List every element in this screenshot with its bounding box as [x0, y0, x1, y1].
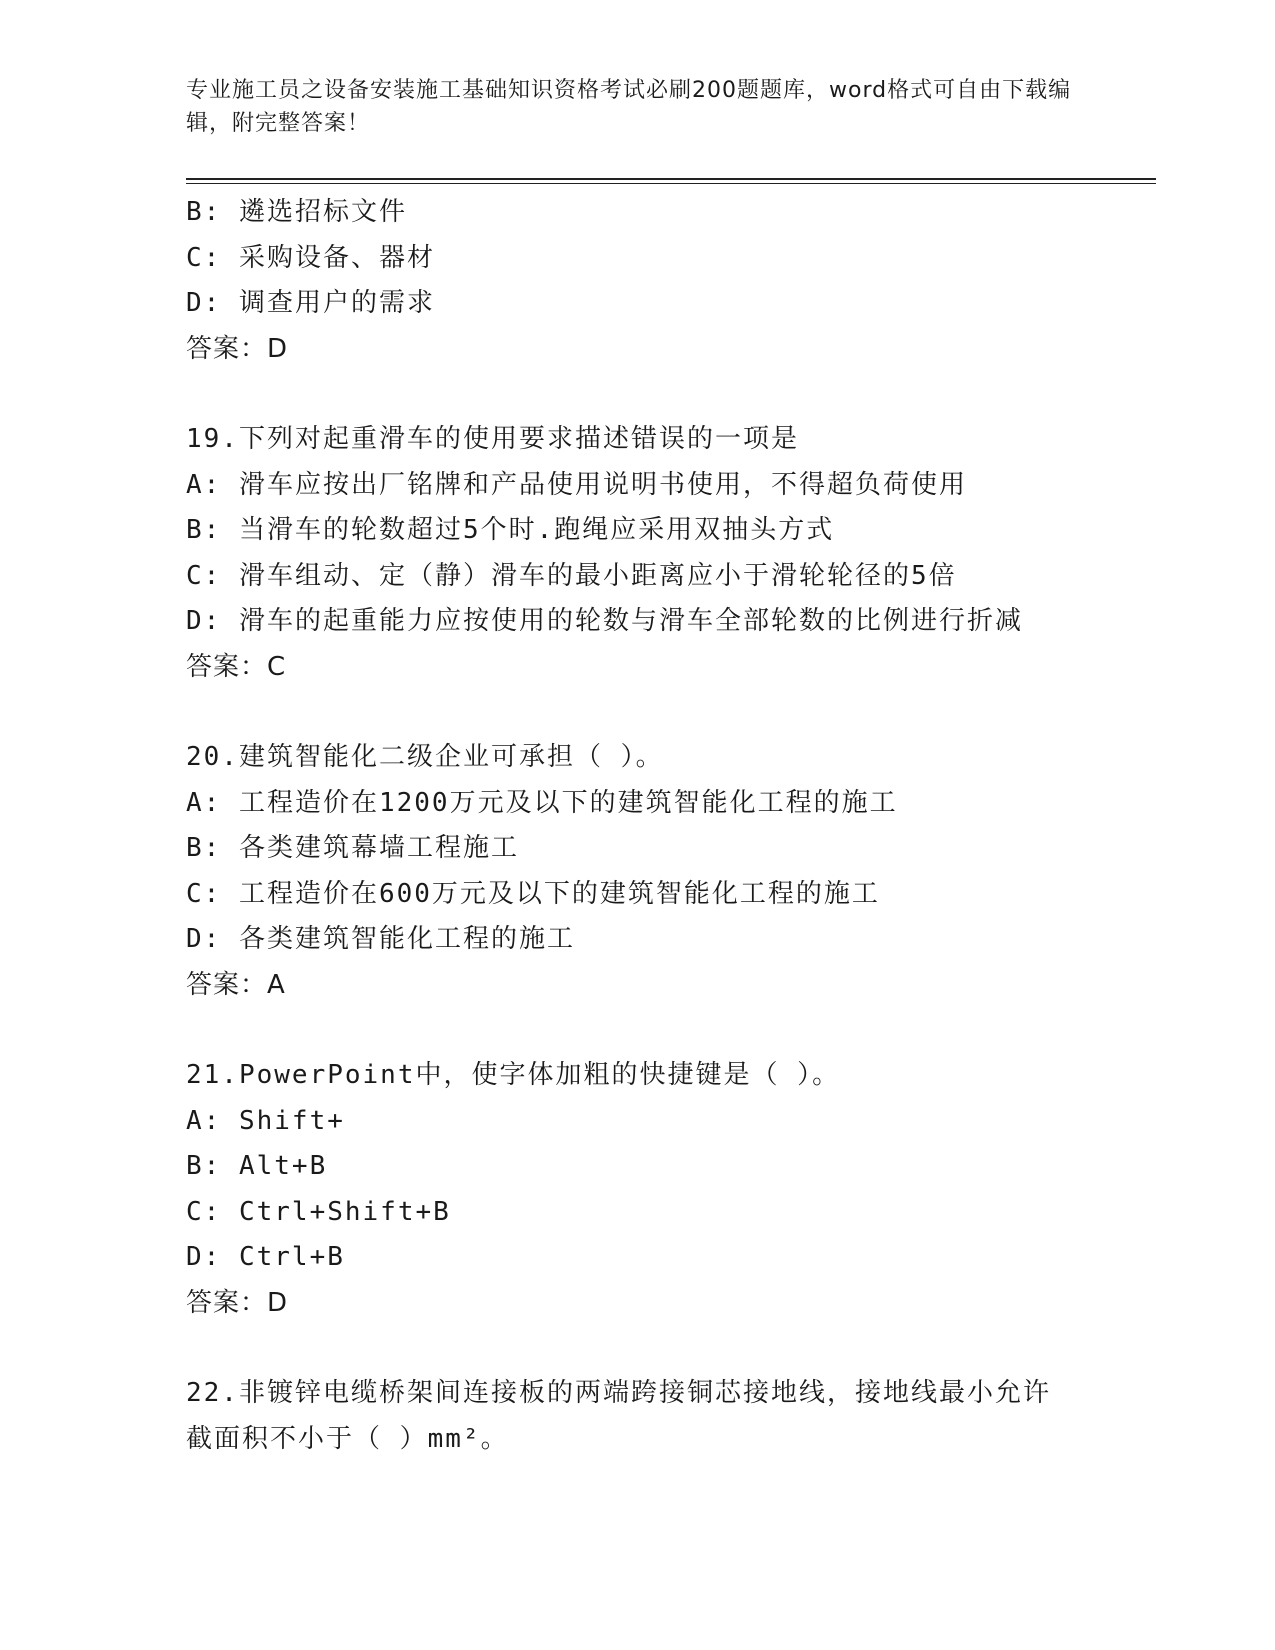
question-stem: 20.建筑智能化二级企业可承担（ ）。	[186, 742, 664, 772]
document-header: 专业施工员之设备安装施工基础知识资格考试必刷200题题库，word格式可自由下载编辑，附完整答案！	[186, 78, 1072, 136]
question-22	[186, 1371, 1116, 1462]
option-d: D: Ctrl+B	[186, 1242, 345, 1272]
option-a: A: Shift+	[186, 1105, 345, 1136]
question-stem: 19.下列对起重滑车的使用要求描述错误的一项是	[186, 424, 799, 454]
option-a: A: 工程造价在1200万元及以下的建筑智能化工程的施工	[186, 787, 898, 818]
option-a: A: 滑车应按出厂铭牌和产品使用说明书使用，不得超负荷使用	[186, 469, 967, 500]
option-d: D: 滑车的起重能力应按使用的轮数与滑车全部轮数的比例进行折减	[186, 606, 1023, 636]
answer-line: 答案：A	[186, 969, 286, 1000]
option-c: C: 工程造价在600万元及以下的建筑智能化工程的施工	[186, 878, 880, 909]
question-18-continued	[186, 190, 1116, 372]
header-divider-thin	[186, 183, 1156, 184]
option-c: C: 滑车组动、定（静）滑车的最小距离应小于滑轮轮径的5倍	[186, 560, 957, 591]
question-stem: 21.PowerPoint中，使字体加粗的快捷键是（ ）。	[186, 1060, 841, 1090]
answer-line: 答案：C	[186, 651, 287, 682]
option-c: C: 采购设备、器材	[186, 242, 435, 273]
question-stem-line-1: 22.非镀锌电缆桥架间连接板的两端跨接铜芯接地线，接地线最小允许	[186, 1378, 1051, 1408]
option-b: B: Alt+B	[186, 1151, 328, 1181]
option-c: C: Ctrl+Shift+B	[186, 1196, 451, 1227]
answer-line: 答案：D	[186, 1287, 289, 1318]
option-b: B: 遴选招标文件	[186, 197, 407, 227]
question-21	[186, 1053, 1116, 1326]
option-b: B: 各类建筑幕墙工程施工	[186, 833, 519, 863]
question-content	[186, 190, 1116, 1462]
question-stem-line-2: 截面积不小于（ ）mm²。	[186, 1423, 509, 1454]
question-19	[186, 417, 1116, 690]
header-divider	[186, 178, 1156, 180]
question-20	[186, 735, 1116, 1008]
option-b: B: 当滑车的轮数超过5个时.跑绳应采用双抽头方式	[186, 515, 835, 545]
option-d: D: 各类建筑智能化工程的施工	[186, 924, 575, 954]
option-d: D: 调查用户的需求	[186, 288, 435, 318]
answer-line: 答案：D	[186, 333, 289, 364]
